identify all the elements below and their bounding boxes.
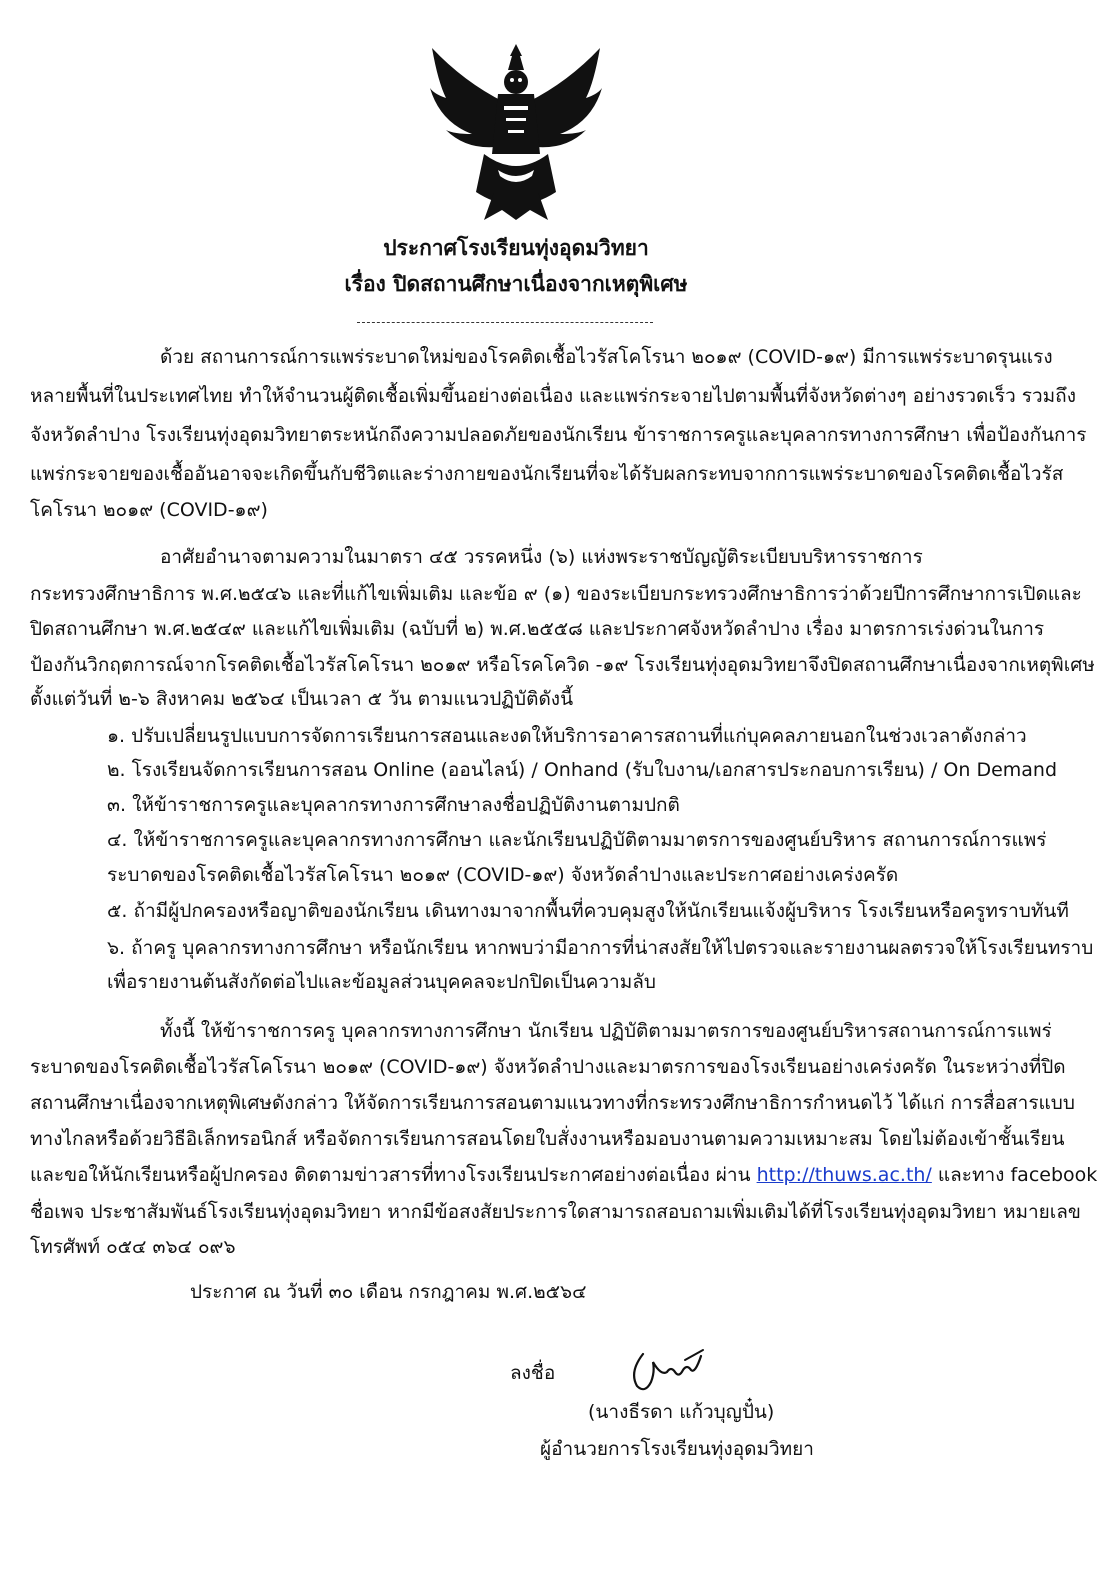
signature-label: ลงชื่อ — [510, 1362, 556, 1384]
paragraph-3-line — [30, 1162, 1097, 1188]
document-title: ประกาศโรงเรียนทุ่งอุดมวิทยา — [383, 236, 649, 260]
paragraph-3-link-prefix: และขอให้นักเรียนหรือผู้ปกครอง ติดตามข่าวสารที่ทางโรงเรียนประกาศอย่างต่อเนื่อง ผ่าน — [30, 1164, 751, 1186]
paragraph-3-line: ทั้งนี้ ให้ข้าราชการครู บุคลากรทางการศึกษา นักเรียน ปฏิบัติตามมาตรการของศูนย์บริหารสถานการณ์การแพร่ — [160, 1020, 1052, 1042]
list-item: ๓. ให้ข้าราชการครูและบุคลากรทางการศึกษาลงชื่อปฏิบัติงานตามปกติ — [107, 794, 680, 816]
paragraph-2-line: ตั้งแต่วันที่ ๒-๖ สิงหาคม ๒๕๖๔ เป็นเวลา ๕ วัน ตามแนวปฏิบัติดังนี้ — [30, 688, 574, 710]
paragraph-3-line: ระบาดของโรคติดเชื้อไวรัสโคโรนา ๒๐๑๙ (COVID-๑๙) จังหวัดลำปางและมาตรการของโรงเรียนอย่างเคร่งครัด ในระหว่างที่ปิด — [30, 1056, 1066, 1078]
paragraph-2-line: ปิดสถานศึกษา พ.ศ.๒๕๔๙ และแก้ไขเพิ่มเติม (ฉบับที่ ๒) พ.ศ.๒๕๕๘ และประกาศจังหวัดลำปาง เรื่อง มาตรการเร่งด่วนในการ — [30, 618, 1045, 640]
garuda-emblem-icon — [424, 42, 608, 222]
paragraph-3-line: โทรศัพท์ ๐๕๔ ๓๖๔ ๐๙๖ — [30, 1236, 236, 1258]
paragraph-2-line: ป้องกันวิกฤตการณ์จากโรคติดเชื้อไวรัสโคโรนา ๒๐๑๙ หรือโรคโควิด -๑๙ โรงเรียนทุ่งอุดมวิทยาจึงปิดสถานศึกษาเนื่องจากเหตุพิเศษ — [30, 654, 1095, 676]
paragraph-3-line: ทางไกลหรือด้วยวิธีอิเล็กทรอนิกส์ หรือจัดการเรียนการสอนโดยใบสั่งงานหรือมอบงานตามความเหมาะสม โดยไม่ต้องเข้าชั้นเรียน — [30, 1128, 1065, 1150]
list-item: ๖. ถ้าครู บุคลากรทางการศึกษา หรือนักเรียน หากพบว่ามีอาการที่น่าสงสัยให้ไปตรวจและรายงานผลตรวจให้โรงเรียนทราบ — [107, 937, 1094, 959]
list-item: ๒. โรงเรียนจัดการเรียนการสอน Online (ออนไลน์) / Onhand (รับใบงาน/เอกสารประกอบการเรียน) / On Demand — [107, 759, 1058, 781]
list-item: ๑. ปรับเปลี่ยนรูปแบบการจัดการเรียนการสอนและงดให้บริการอาคารสถานที่แก่บุคคลภายนอกในช่วงเวลาดังกล่าว — [107, 725, 1027, 747]
list-item: ระบาดของโรคติดเชื้อไวรัสโคโรนา ๒๐๑๙ (COVID-๑๙) จังหวัดลำปางและประกาศอย่างเคร่งครัด — [107, 864, 899, 886]
paragraph-1-line: จังหวัดลำปาง โรงเรียนทุ่งอุดมวิทยาตระหนักถึงความปลอดภัยของนักเรียน ข้าราชการครูและบุคลากรทางการศึกษา เพื่อป้องกันการ — [30, 424, 1087, 446]
paragraph-3-link-suffix: และทาง facebook — [937, 1164, 1097, 1186]
paragraph-1-line: หลายพื้นที่ในประเทศไทย ทำให้จำนวนผู้ติดเชื้อเพิ่มขึ้นอย่างต่อเนื่อง และแพร่กระจายไปตามพื้นที่จังหวัดต่างๆ อย่างรวดเร็ว รวมถึง — [30, 385, 1076, 407]
announcement-date: ประกาศ ณ วันที่ ๓๐ เดือน กรกฎาคม พ.ศ.๒๕๖๔ — [190, 1281, 587, 1303]
list-item: เพื่อรายงานต้นสังกัดต่อไปและข้อมูลส่วนบุคคลจะปกปิดเป็นความลับ — [107, 971, 656, 993]
paragraph-1-line: แพร่กระจายของเชื้ออันอาจจะเกิดขึ้นกับชีวิตและร่างกายของนักเรียนที่จะได้รับผลกระทบจากการแพร่ระบาดของโรคติดเชื้อไวรัส — [30, 463, 1064, 485]
list-item: ๕. ถ้ามีผู้ปกครองหรือญาติของนักเรียน เดินทางมาจากพื้นที่ควบคุมสูงให้นักเรียนแจ้งผู้บริหาร โรงเรียนหรือครูทราบทันที — [107, 900, 1069, 922]
paragraph-1-line: ด้วย สถานการณ์การแพร่ระบาดใหม่ของโรคติดเชื้อไวรัสโคโรนา ๒๐๑๙ (COVID-๑๙) มีการแพร่ระบาดรุนแรง — [160, 346, 1053, 368]
signer-position: ผู้อำนวยการโรงเรียนทุ่งอุดมวิทยา — [540, 1438, 814, 1460]
paragraph-3-line: ชื่อเพจ ประชาสัมพันธ์โรงเรียนทุ่งอุดมวิทยา หากมีข้อสงสัยประการใดสามารถสอบถามเพิ่มเติมได้ที่โรงเรียนทุ่งอุดมวิทยา หมายเลข — [30, 1201, 1081, 1223]
school-website-link[interactable]: http://thuws.ac.th/ — [756, 1164, 932, 1186]
paragraph-3-line: สถานศึกษาเนื่องจากเหตุพิเศษดังกล่าว ให้จัดการเรียนการสอนตามแนวทางที่กระทรวงศึกษาธิการกำหนดไว้ ได้แก่ การสื่อสารแบบ — [30, 1092, 1075, 1114]
signature-icon — [625, 1346, 705, 1396]
document-subject: เรื่อง ปิดสถานศึกษาเนื่องจากเหตุพิเศษ — [344, 272, 688, 296]
title-divider — [357, 322, 653, 323]
paragraph-2-line: กระทรวงศึกษาธิการ พ.ศ.๒๕๔๖ และที่แก้ไขเพิ่มเติม และข้อ ๙ (๑) ของระเบียบกระทรวงศึกษาธิการว่าด้วยปีการศึกษาการเปิดและ — [30, 583, 1082, 605]
paragraph-1-line: โคโรนา ๒๐๑๙ (COVID-๑๙) — [30, 499, 268, 521]
list-item: ๔. ให้ข้าราชการครูและบุคลากรทางการศึกษา และนักเรียนปฏิบัติตามมาตรการของศูนย์บริหาร สถานการณ์การแพร่ — [107, 829, 1047, 851]
paragraph-2-line: อาศัยอำนาจตามความในมาตรา ๔๕ วรรคหนึ่ง (๖) แห่งพระราชบัญญัติระเบียบบริหารราชการ — [160, 546, 923, 568]
signer-name: (นางธีรดา แก้วบุญปั๋น) — [588, 1401, 775, 1423]
